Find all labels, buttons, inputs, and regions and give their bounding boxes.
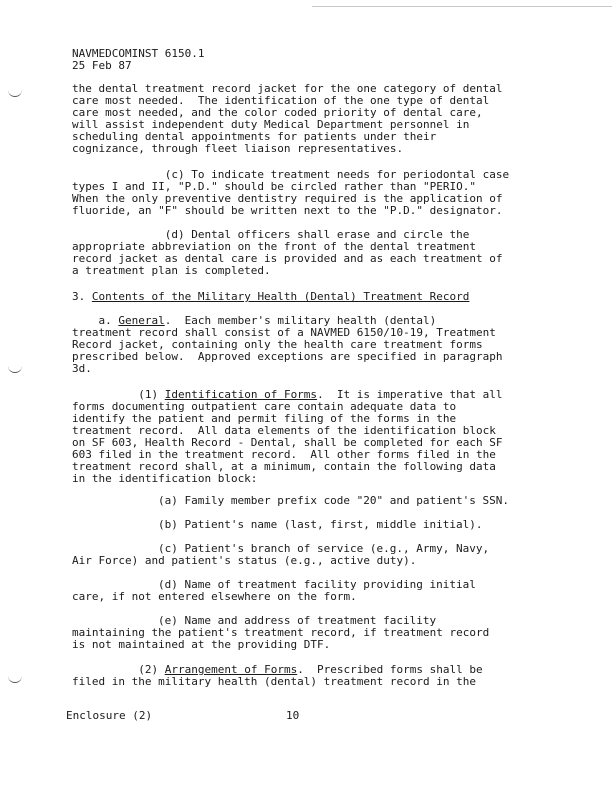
instruction-id: NAVMEDCOMINST 6150.1 bbox=[72, 47, 205, 60]
paragraph-heading: Identification of Forms bbox=[164, 388, 318, 401]
paragraph-label: a. bbox=[98, 314, 112, 327]
list-item-a: (a) Family member prefix code "20" and patient's SSN. bbox=[158, 494, 509, 507]
text-line: 603 filed in the treatment record. All other forms filed in the bbox=[72, 448, 496, 461]
paragraph-c bbox=[72, 169, 550, 217]
paragraph-continued bbox=[72, 83, 550, 155]
text-line: (d) Dental officers shall erase and circle the bbox=[72, 228, 470, 241]
binder-hole-mark bbox=[8, 366, 22, 373]
text-line: treatment record. All data elements of the identification block bbox=[72, 424, 496, 437]
text-line: types I and II, "P.D." should be circled rather than "PERIO." bbox=[72, 180, 476, 193]
binder-hole-mark bbox=[8, 90, 22, 97]
paragraph-label: (1) bbox=[138, 388, 159, 401]
text-fragment: . Prescribed forms shall be bbox=[297, 663, 483, 676]
binder-hole-mark bbox=[8, 676, 22, 683]
paragraph-1 bbox=[72, 389, 550, 485]
text-fragment: . Each member's military health (dental) bbox=[164, 314, 437, 327]
document-date: 25 Feb 87 bbox=[72, 59, 132, 72]
paragraph-heading: General bbox=[118, 314, 165, 327]
text-line: appropriate abbreviation on the front of the dental treatment bbox=[72, 240, 476, 253]
text-line: 3d. bbox=[72, 362, 92, 375]
text-line: the dental treatment record jacket for the one category of dental bbox=[72, 82, 503, 95]
list-item-d: (d) Name of treatment facility providing initial bbox=[158, 578, 476, 591]
text-line: fluoride, an "F" should be written next to the "P.D." designator. bbox=[72, 204, 503, 217]
text-line: on SF 603, Health Record - Dental, shall be completed for each SF bbox=[72, 436, 503, 449]
text-line: in the identification block: bbox=[72, 472, 258, 485]
text-line: identify the patient and permit filing of the forms in the bbox=[72, 412, 457, 425]
text-line: scheduling dental appointments for patients under their bbox=[72, 130, 437, 143]
page-number: 10 bbox=[286, 709, 300, 722]
paragraph-label: (2) bbox=[138, 663, 159, 676]
text-line: record jacket as dental care is provided and as each treatment of bbox=[72, 252, 503, 265]
list-item-d-cont: care, if not entered elsewhere on the form. bbox=[72, 590, 357, 603]
paragraph-heading: Arrangement of Forms bbox=[164, 663, 298, 676]
text-line: a treatment plan is completed. bbox=[72, 264, 271, 277]
list-item-c-cont: Air Force) and patient's status (e.g., active duty). bbox=[72, 554, 417, 567]
text-line: care most needed. The identification of the one type of dental bbox=[72, 94, 490, 107]
section-number: 3. bbox=[72, 290, 86, 303]
text-line: will assist independent duty Medical Department personnel in bbox=[72, 118, 470, 131]
text-line: When the only preventive dentistry required is the application of bbox=[72, 192, 503, 205]
section-title: Contents of the Military Health (Dental) Treatment Record bbox=[91, 290, 470, 303]
text-line: (c) To indicate treatment needs for periodontal case bbox=[72, 168, 510, 181]
text-fragment: . It is imperative that all bbox=[317, 388, 503, 401]
text-line: Record jacket, containing only the health care treatment forms bbox=[72, 338, 483, 351]
section-heading bbox=[72, 291, 550, 303]
paragraph-d bbox=[72, 229, 550, 277]
list-item-b: (b) Patient's name (last, first, middle initial). bbox=[158, 518, 483, 531]
scan-edge-line bbox=[312, 6, 612, 7]
list-item-e: (e) Name and address of treatment facility bbox=[158, 614, 437, 627]
text-line: cognizance, through fleet liaison representatives. bbox=[72, 142, 404, 155]
list-item-c: (c) Patient's branch of service (e.g., Army, Navy, bbox=[158, 542, 490, 555]
text-line: treatment record shall, at a minimum, contain the following data bbox=[72, 460, 496, 473]
text-line: care most needed, and the color coded priority of dental care, bbox=[72, 106, 483, 119]
paragraph-2 bbox=[72, 664, 550, 688]
text-line: treatment record shall consist of a NAVMED 6150/10-19, Treatment bbox=[72, 326, 496, 339]
text-line: forms documenting outpatient care contain adequate data to bbox=[72, 400, 457, 413]
text-line: prescribed below. Approved exceptions are specified in paragraph bbox=[72, 350, 503, 363]
paragraph-a bbox=[72, 315, 550, 375]
list-item-e-cont: is not maintained at the providing DTF. bbox=[72, 638, 331, 651]
text-line: filed in the military health (dental) treatment record in the bbox=[72, 675, 476, 688]
list-item-e-cont: maintaining the patient's treatment record, if treatment record bbox=[72, 626, 490, 639]
enclosure-label: Enclosure (2) bbox=[66, 709, 153, 722]
